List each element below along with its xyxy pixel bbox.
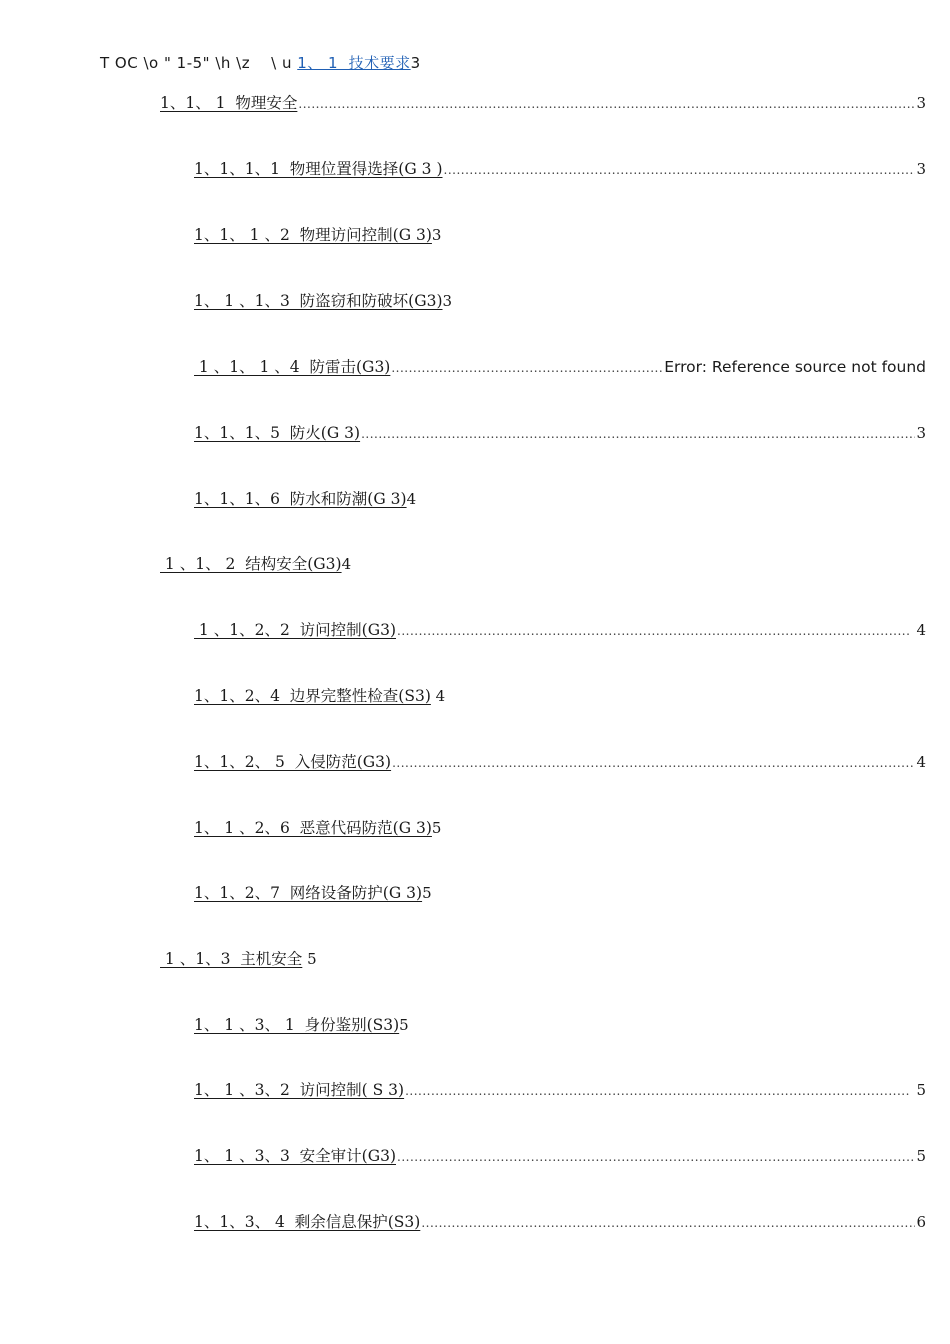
toc-entry-page: 4 bbox=[911, 621, 926, 639]
toc-entry-label[interactable]: 1、1、2、 5 入侵防范(G3) bbox=[194, 753, 392, 771]
dot-leader bbox=[392, 752, 915, 774]
toc-entry[interactable] bbox=[194, 882, 432, 904]
toc-entry-page: 5 bbox=[911, 1081, 926, 1099]
toc-entry-label[interactable]: 1、1、2、4 边界完整性检查(S3) bbox=[194, 687, 431, 705]
dot-leader bbox=[397, 1146, 915, 1168]
toc-entry[interactable] bbox=[194, 619, 926, 642]
toc-entry-page: 3 bbox=[431, 226, 442, 244]
toc-entry-page: 3 bbox=[442, 292, 453, 310]
toc-entry-page: 5 bbox=[431, 819, 442, 837]
toc-entry-page: 5 bbox=[916, 1147, 926, 1165]
toc-entry[interactable] bbox=[194, 422, 926, 445]
toc-entry[interactable] bbox=[194, 1014, 409, 1036]
toc-entry-label[interactable]: 1 、1、 1 、4 防雷击(G3) bbox=[194, 358, 391, 376]
dot-leader bbox=[421, 1212, 915, 1234]
toc-entry-page: 5 bbox=[399, 1016, 409, 1034]
toc-entry-label[interactable]: 1、1、1、6 防水和防潮(G 3) bbox=[194, 490, 407, 508]
toc-entry[interactable] bbox=[194, 1079, 926, 1102]
toc-entry-label[interactable]: 1 、1、2、2 访问控制(G3) bbox=[194, 621, 396, 639]
toc-link-page: 3 bbox=[410, 54, 421, 72]
dot-leader bbox=[361, 423, 915, 445]
toc-entry[interactable] bbox=[194, 290, 452, 312]
toc-entry-label[interactable]: 1 、1、 2 结构安全(G3) bbox=[160, 555, 342, 573]
toc-entry-label[interactable]: 1、1、 1 、2 物理访问控制(G 3) bbox=[194, 226, 432, 244]
toc-entry[interactable] bbox=[194, 488, 416, 510]
toc-entry-page-error: Error: Reference source not found bbox=[664, 358, 926, 376]
toc-entry-label[interactable]: 1、 1 、3、 1 身份鉴别(S3) bbox=[194, 1016, 400, 1034]
dot-leader bbox=[397, 620, 911, 642]
toc-entry-page: 3 bbox=[916, 160, 926, 178]
toc-entry-label[interactable]: 1 、1、3 主机安全 bbox=[160, 950, 303, 968]
toc-entry-page: 4 bbox=[430, 687, 446, 705]
toc-entry-page: 5 bbox=[302, 950, 317, 968]
toc-entry-label[interactable]: 1、1、2、7 网络设备防护(G 3) bbox=[194, 884, 423, 902]
toc-entry-label[interactable]: 1、 1 、3、2 访问控制( S 3) bbox=[194, 1081, 405, 1099]
toc-link-technical-requirements[interactable]: 1、 1 技术要求 bbox=[297, 54, 411, 72]
toc-entry-label[interactable]: 1、 1 、2、6 恶意代码防范(G 3) bbox=[194, 819, 432, 837]
toc-entry-page: 4 bbox=[341, 555, 352, 573]
toc-entry-page: 4 bbox=[406, 490, 417, 508]
toc-entry[interactable] bbox=[160, 948, 317, 970]
toc-field-code-text: T OC \o " 1-5" \h \z \ u bbox=[100, 54, 298, 72]
toc-entry[interactable] bbox=[194, 817, 441, 839]
toc-entry-label[interactable]: 1、1、1、1 物理位置得选择(G 3 ) bbox=[194, 160, 443, 178]
toc-entry-label[interactable]: 1、1、3、 4 剩余信息保护(S3) bbox=[194, 1213, 421, 1231]
toc-entry-page: 6 bbox=[916, 1213, 926, 1231]
dot-leader bbox=[298, 93, 915, 115]
dot-leader bbox=[405, 1080, 911, 1102]
toc-entry[interactable] bbox=[194, 1145, 926, 1168]
toc-entry[interactable] bbox=[194, 158, 926, 181]
toc-entry-page: 3 bbox=[916, 94, 926, 112]
toc-entry-label[interactable]: 1、1、1、5 防火(G 3) bbox=[194, 424, 361, 442]
toc-entry-page: 3 bbox=[916, 424, 926, 442]
toc-entry-label[interactable]: 1、 1 、3、3 安全审计(G3) bbox=[194, 1147, 396, 1165]
dot-leader bbox=[444, 159, 916, 181]
toc-entry[interactable] bbox=[194, 224, 441, 246]
toc-entry[interactable] bbox=[194, 685, 445, 707]
toc-entry-page: 4 bbox=[916, 753, 926, 771]
toc-entry[interactable] bbox=[194, 1211, 926, 1234]
toc-entry[interactable] bbox=[194, 356, 926, 379]
toc-entry-label[interactable]: 1、 1 、1、3 防盗窃和防破坏(G3) bbox=[194, 292, 443, 310]
toc-entry[interactable] bbox=[194, 751, 926, 774]
toc-entry-label[interactable]: 1、1、 1 物理安全 bbox=[160, 94, 298, 112]
toc-entry[interactable] bbox=[160, 92, 926, 115]
toc-entry-page: 5 bbox=[422, 884, 432, 902]
toc-entry[interactable] bbox=[160, 553, 351, 575]
dot-leader bbox=[391, 357, 663, 379]
toc-field-code bbox=[100, 52, 421, 73]
